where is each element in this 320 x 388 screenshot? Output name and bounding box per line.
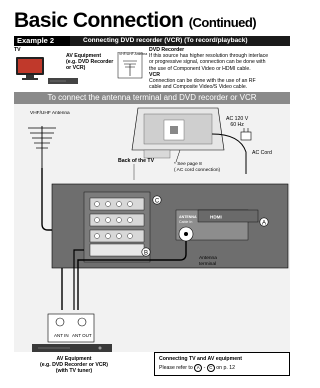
- vcr-title: VCR: [149, 71, 160, 78]
- example-description: Connecting DVD recorder (VCR) (To record/playback): [83, 37, 248, 44]
- dvd-title: DVD Recorder: [149, 47, 185, 53]
- antenna-terminal-line-2: terminal: [199, 261, 217, 267]
- vhf-small-label: VHF/UHF Antenna: [119, 52, 148, 56]
- tv-back-illustration: [132, 108, 224, 162]
- see-page-note: [174, 162, 220, 173]
- back-of-tv-label: Back of the TV: [118, 158, 155, 164]
- power-frequency: 60 Hz: [230, 122, 244, 129]
- tv-illustration: [16, 57, 44, 80]
- see-page-line-1: * See page 8: [174, 162, 202, 167]
- av-bottom-line-2: (e.g. DVD Recorder or VCR): [39, 362, 109, 369]
- antenna-cable-in-line-2: Cable In: [179, 220, 193, 224]
- av-bottom-line-3: (with TV tuner): [55, 368, 93, 375]
- dvd-text-2: or progressive signal, connection can be done with: [149, 59, 266, 66]
- av-top-line-2: (e.g. DVD Recorder: [66, 59, 114, 66]
- dvd-info: [149, 47, 290, 90]
- vcr-text-1: Connection can be done with the use of an RF: [149, 78, 256, 85]
- connecting-page: on p. 12: [216, 365, 236, 371]
- vcr-text-2: cable and Composite Video/S Video cable.: [149, 84, 248, 91]
- av-bottom-line-1: AV Equipment: [56, 356, 92, 362]
- power-label: [226, 116, 248, 128]
- marker-c-text: C: [154, 198, 160, 205]
- tv-label: TV: [14, 47, 21, 53]
- antenna-label: VHF/UHF Antenna: [30, 111, 70, 116]
- connecting-dash: -: [203, 365, 206, 371]
- connecting-marker-a: A: [194, 364, 202, 372]
- see-page-line-2: ( AC cord connection): [174, 167, 221, 173]
- connecting-marker-c: C: [207, 364, 215, 372]
- title-text: Basic Connection: [14, 9, 184, 32]
- marker-b-text: B: [143, 250, 149, 257]
- hdmi-label: HDMI: [210, 214, 222, 220]
- av-top-line-1: AV Equipment: [66, 53, 102, 59]
- antenna-icon: [28, 126, 56, 168]
- power-voltage: AC 120 V: [226, 116, 249, 122]
- ant-out-label: ANT OUT: [72, 333, 92, 338]
- antenna-cable-in-line-1: ANTENNA: [179, 215, 197, 219]
- ac-cord-label: AC Cord: [252, 150, 272, 156]
- connecting-title: Connecting TV and AV equipment: [159, 356, 242, 362]
- example-tag: Example 2: [14, 36, 70, 46]
- section-title: To connect the antenna terminal and DVD recorder or VCR: [14, 92, 290, 104]
- av-top-line-3: or VCR): [66, 65, 86, 72]
- dvd-text-3: the use of Component Video or HDMI cable.: [149, 65, 251, 72]
- antenna-terminal-label: [199, 256, 217, 267]
- ac-plug-icon: [241, 128, 251, 140]
- marker-b-icon: [142, 248, 150, 257]
- dvd-recorder-small: [48, 78, 78, 84]
- antenna-terminal-line-1: Antenna: [199, 256, 217, 261]
- marker-a-icon: [260, 218, 268, 227]
- av-equipment-bottom-illustration: [30, 342, 114, 354]
- av-equipment-top: [66, 53, 113, 72]
- marker-a-text: A: [261, 220, 267, 227]
- terminal-panel: [52, 184, 288, 268]
- page-title: [14, 9, 256, 33]
- example-bar: [14, 36, 290, 46]
- dvd-text-1: If this source has higher resolution through interlace: [149, 53, 269, 60]
- connection-diagram: [14, 104, 290, 352]
- connecting-note-box: [154, 352, 290, 376]
- ant-in-label: ANT IN: [54, 333, 69, 338]
- av-equipment-bottom: [22, 356, 126, 375]
- marker-c-icon: [153, 196, 161, 205]
- connecting-refer: Please refer to: [159, 365, 193, 371]
- title-subtitle: (Continued): [188, 15, 257, 30]
- connecting-text: [159, 364, 235, 372]
